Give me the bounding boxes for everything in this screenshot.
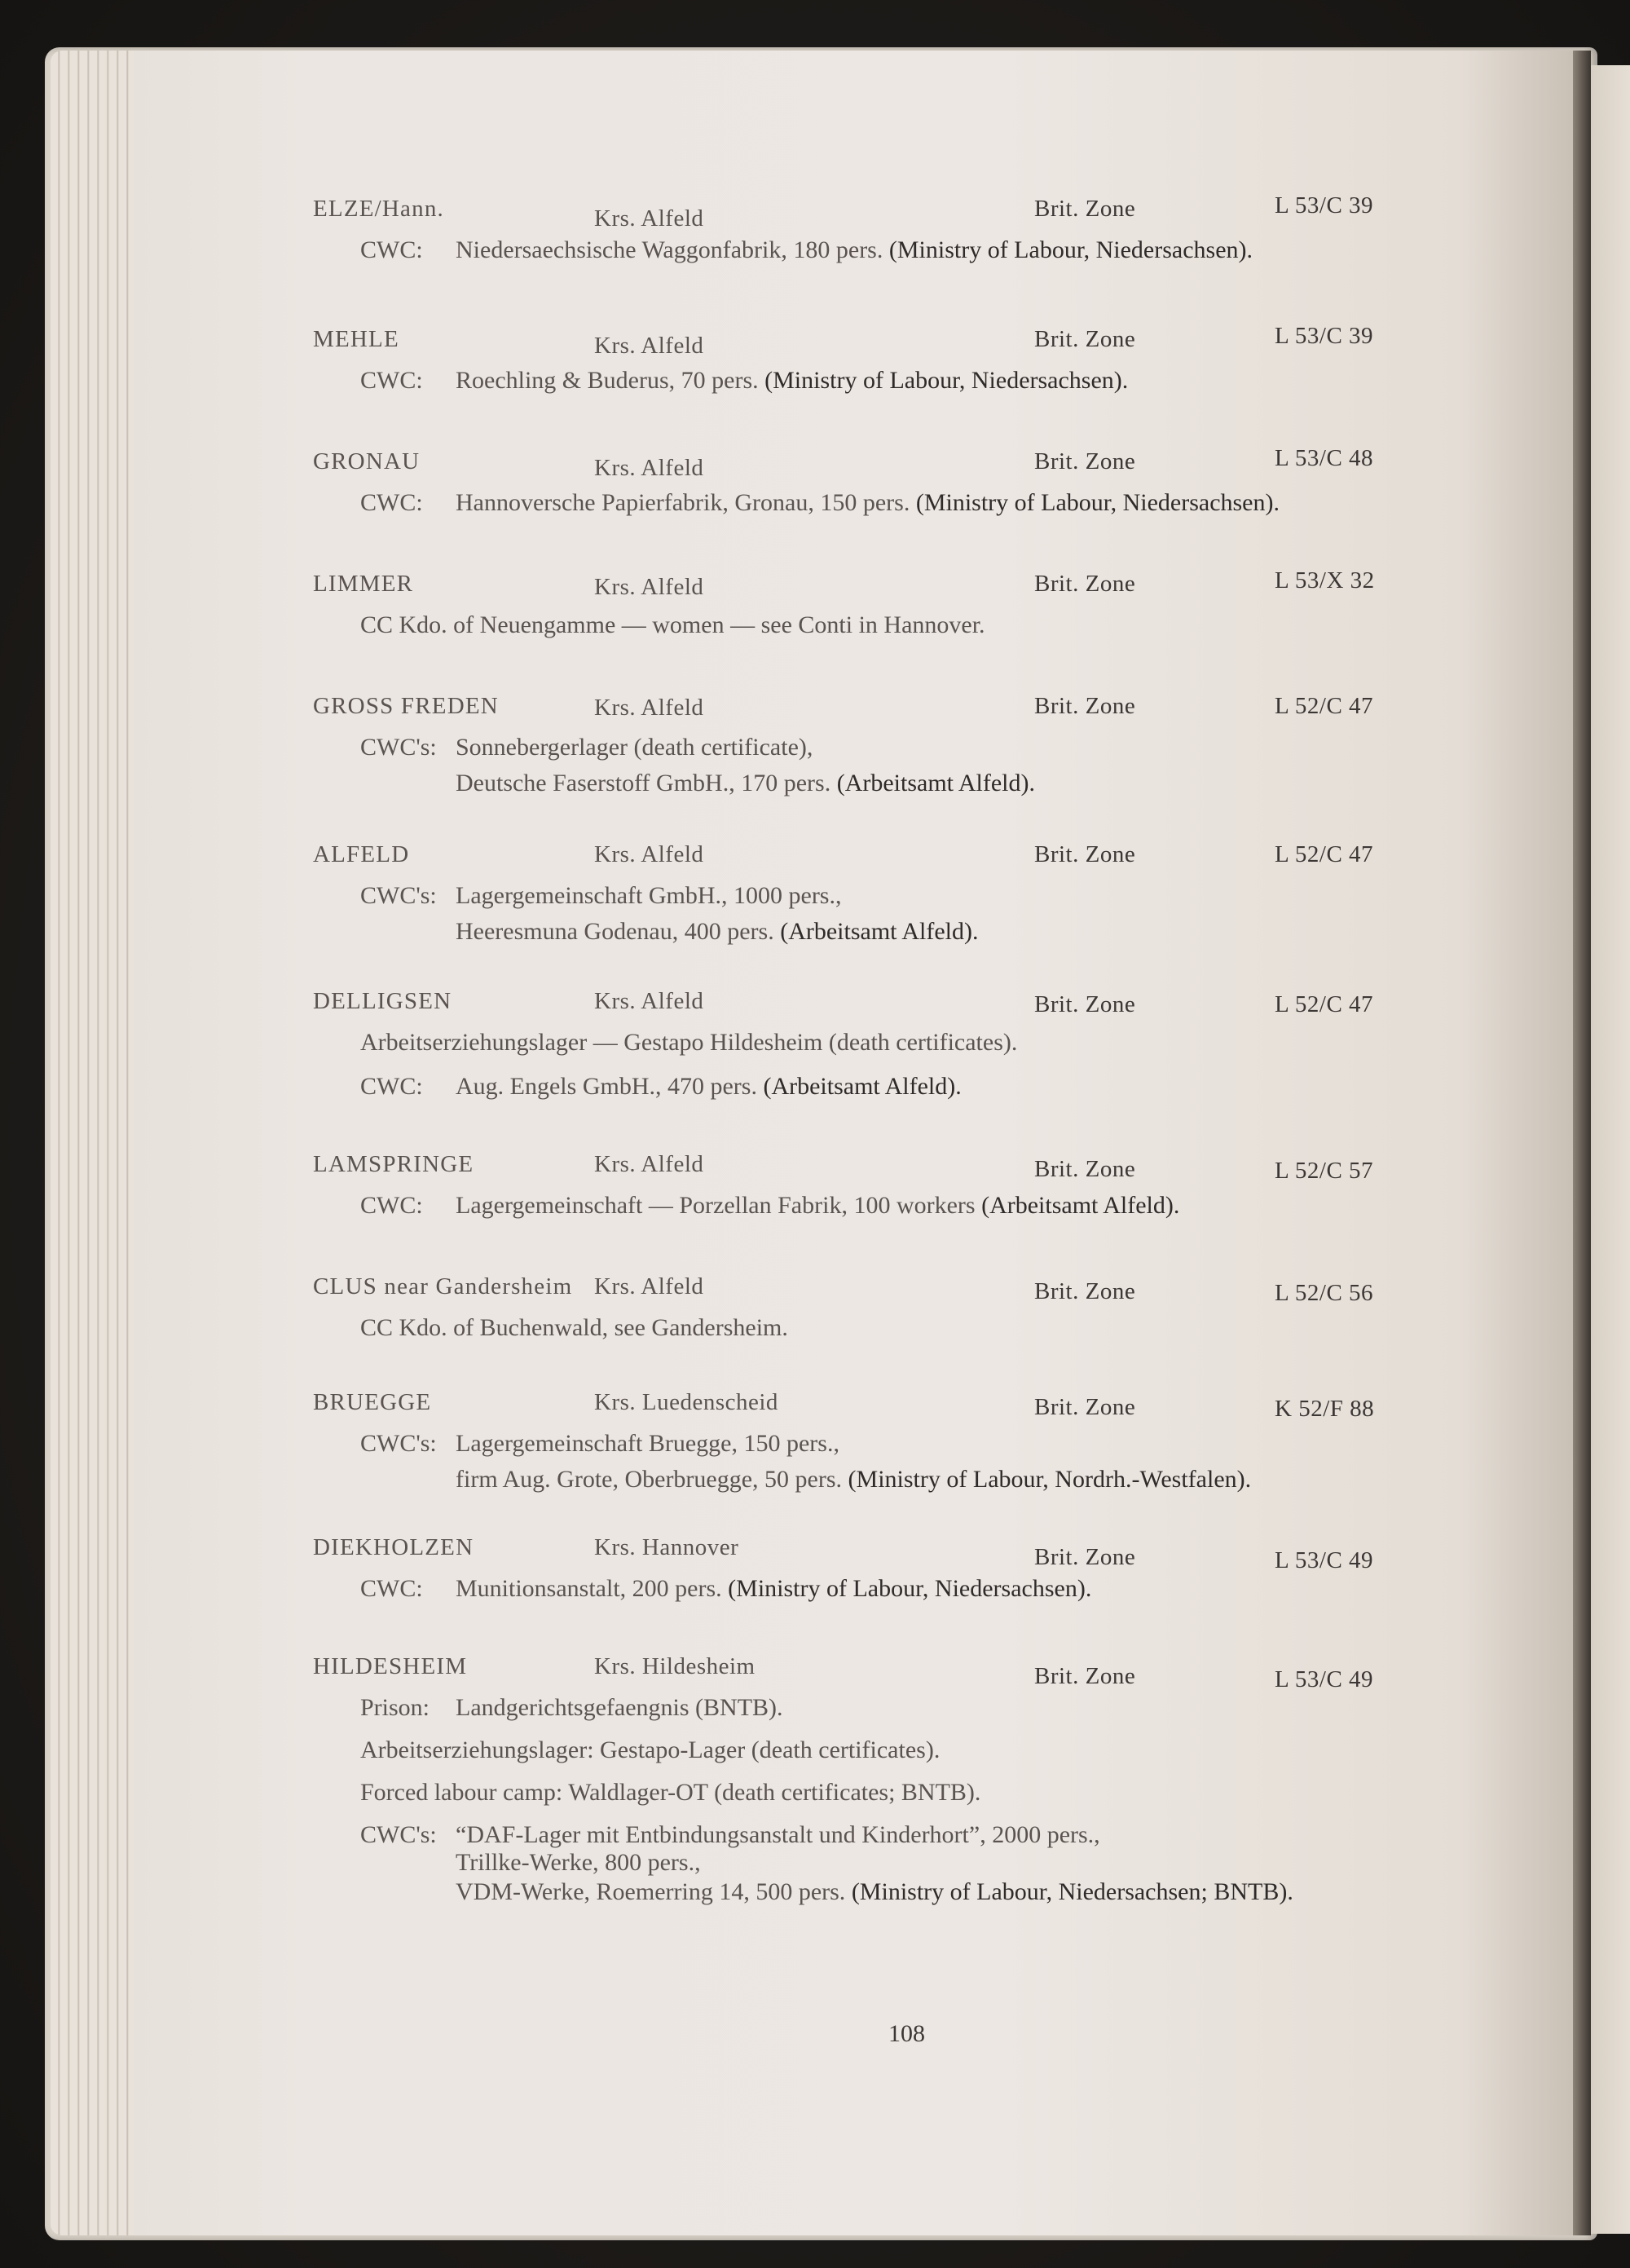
- line-text: Arbeitserziehungslager: Gestapo-Lager (death certificates).: [360, 1736, 941, 1763]
- entry-line: [313, 1430, 1413, 1466]
- line-text-main: Lagergemeinschaft — Porzellan Fabrik, 100 workers: [456, 1192, 976, 1219]
- entry-delligsen: [313, 988, 1413, 1109]
- line-text: [456, 770, 1035, 797]
- entry-elze: [313, 192, 1413, 272]
- line-text: [456, 1073, 962, 1101]
- zone: Brit. Zone: [1034, 1544, 1136, 1570]
- line-text-main: Lagergemeinschaft GmbH., 1000 pers.,: [456, 882, 842, 909]
- entry-header: [313, 841, 1413, 882]
- map-coordinate: L 52/C 56: [1275, 1280, 1374, 1306]
- district: Krs. Alfeld: [594, 1273, 704, 1299]
- line-text-main: Heeresmuna Godenau, 400 pers.: [456, 918, 774, 945]
- zone: Brit. Zone: [1034, 693, 1136, 719]
- entry-alfeld: [313, 841, 1413, 954]
- entry-line: [313, 734, 1413, 770]
- entry-line: [313, 236, 1413, 272]
- district: Krs. Alfeld: [594, 1151, 704, 1177]
- map-coordinate: L 53/C 39: [1275, 323, 1374, 349]
- zone: Brit. Zone: [1034, 1394, 1136, 1420]
- line-label: CWC's:: [360, 1821, 437, 1848]
- entry-header: [313, 567, 1413, 611]
- line-text-main: Sonnebergerlager (death certificate),: [456, 734, 813, 761]
- line-text-main: firm Aug. Grote, Oberbruegge, 50 pers.: [456, 1466, 843, 1493]
- place-name: ELZE/Hann.: [313, 196, 444, 222]
- map-coordinate: L 52/C 47: [1275, 841, 1374, 867]
- line-text: [456, 236, 1253, 264]
- line-text: [456, 882, 841, 910]
- line-label: CWC:: [360, 1192, 423, 1219]
- entry-line: [313, 1821, 1413, 1849]
- map-coordinate: L 53/C 49: [1275, 1547, 1374, 1573]
- line-label: CWC:: [360, 489, 423, 516]
- place-name: LAMSPRINGE: [313, 1151, 474, 1177]
- district: Krs. Hannover: [594, 1534, 739, 1560]
- line-text: [456, 918, 978, 946]
- line-text: [456, 1192, 1179, 1220]
- line-text-source: (Arbeitsamt Alfeld).: [773, 918, 979, 945]
- line-text-main: Landgerichtsgefaengnis (BNTB).: [456, 1694, 783, 1721]
- line-label: CWC:: [360, 367, 423, 394]
- line-text-source: (Ministry of Labour, Niedersachsen).: [883, 236, 1253, 263]
- entry-mehle: [313, 323, 1413, 403]
- line-label: CWC's:: [360, 882, 437, 909]
- line-label: CWC:: [360, 236, 423, 263]
- line-text-main: VDM-Werke, Roemerring 14, 500 pers.: [456, 1878, 846, 1905]
- line-text-source: (Arbeitsamt Alfeld).: [975, 1192, 1180, 1219]
- entry-limmer: [313, 567, 1413, 647]
- entry-line: [313, 1192, 1413, 1228]
- map-coordinate: K 52/F 88: [1275, 1396, 1375, 1422]
- district: Krs. Alfeld: [594, 695, 704, 721]
- line-text-main: Munitionsanstalt, 200 pers.: [456, 1575, 722, 1602]
- place-name: BRUEGGE: [313, 1389, 432, 1415]
- zone: Brit. Zone: [1034, 448, 1136, 474]
- entry-header: [313, 1151, 1413, 1192]
- entry-line: [313, 1849, 1413, 1878]
- entry-line: [313, 882, 1413, 918]
- line-text: [456, 1466, 1251, 1494]
- line-text-main: Roechling & Buderus, 70 pers.: [456, 367, 759, 394]
- entry-header: [313, 445, 1413, 489]
- line-text-main: Trillke-Werke, 800 pers.,: [456, 1849, 701, 1876]
- line-text: [456, 1821, 1100, 1849]
- district: Krs. Alfeld: [594, 841, 704, 867]
- zone: Brit. Zone: [1034, 1156, 1136, 1182]
- entry-header: [313, 1534, 1413, 1575]
- line-text: [456, 1430, 839, 1458]
- place-name: ALFELD: [313, 841, 410, 867]
- entry-diekholzen: [313, 1534, 1413, 1611]
- line-label: Prison:: [360, 1694, 430, 1721]
- entry-gross-freden: [313, 693, 1413, 805]
- line-text-source: (Arbeitsamt Alfeld).: [830, 770, 1035, 796]
- entry-header: [313, 693, 1413, 734]
- line-label: CWC's:: [360, 734, 437, 761]
- entry-bruegge: [313, 1389, 1413, 1502]
- line-text: [456, 1878, 1293, 1906]
- entry-lamspringe: [313, 1151, 1413, 1228]
- page-number: 108: [888, 2020, 925, 2047]
- entry-line: [313, 1878, 1413, 1914]
- zone: Brit. Zone: [1034, 1663, 1136, 1689]
- line-text: Arbeitserziehungslager — Gestapo Hildesheim (death certificates).: [360, 1029, 1018, 1056]
- line-text: Forced labour camp: Waldlager-OT (death certificates; BNTB).: [360, 1779, 981, 1806]
- line-text-source: (Arbeitsamt Alfeld).: [756, 1073, 962, 1100]
- entry-line: [313, 489, 1413, 525]
- line-text-main: “DAF-Lager mit Entbindungsanstalt und Kinderhort”, 2000 pers.,: [456, 1821, 1100, 1848]
- map-coordinate: L 53/X 32: [1275, 567, 1375, 593]
- entry-header: [313, 1389, 1413, 1430]
- line-text-source: (Ministry of Labour, Nordrh.-Westfalen).: [842, 1466, 1252, 1493]
- entry-header: [313, 192, 1413, 236]
- place-name: HILDESHEIM: [313, 1653, 468, 1679]
- line-text-main: Deutsche Faserstoff GmbH., 170 pers.: [456, 770, 831, 796]
- line-text-main: Aug. Engels GmbH., 470 pers.: [456, 1073, 757, 1100]
- map-coordinate: L 53/C 48: [1275, 445, 1374, 471]
- zone: Brit. Zone: [1034, 1278, 1136, 1304]
- zone: Brit. Zone: [1034, 991, 1136, 1017]
- zone: Brit. Zone: [1034, 571, 1136, 597]
- map-coordinate: L 53/C 49: [1275, 1666, 1374, 1692]
- line-label: CWC's:: [360, 1430, 437, 1457]
- entry-line: [313, 918, 1413, 954]
- line-text-source: (Ministry of Labour, Niedersachsen; BNTB).: [845, 1878, 1293, 1905]
- entry-clus: [313, 1273, 1413, 1350]
- line-text-source: (Ministry of Labour, Niedersachsen).: [910, 489, 1280, 516]
- entry-header: [313, 988, 1413, 1029]
- line-text: CC Kdo. of Buchenwald, see Gandersheim.: [360, 1314, 788, 1341]
- line-text: [456, 489, 1280, 517]
- entry-hildesheim: [313, 1653, 1413, 1914]
- line-text: [456, 734, 813, 761]
- entry-line: [313, 1466, 1413, 1502]
- line-label: CWC:: [360, 1575, 423, 1602]
- entry-line: [313, 1736, 1413, 1779]
- district: Krs. Alfeld: [594, 205, 704, 232]
- entry-line: [313, 1779, 1413, 1821]
- line-text-main: Lagergemeinschaft Bruegge, 150 pers.,: [456, 1430, 839, 1457]
- line-text: [456, 1694, 783, 1722]
- place-name: MEHLE: [313, 326, 399, 352]
- zone: Brit. Zone: [1034, 196, 1136, 222]
- entry-header: [313, 323, 1413, 367]
- entry-line: [313, 367, 1413, 403]
- entry-gronau: [313, 445, 1413, 525]
- place-name: CLUS near Gandersheim: [313, 1273, 573, 1299]
- entry-line: [313, 1029, 1413, 1073]
- entry-line: [313, 611, 1413, 647]
- place-name: DELLIGSEN: [313, 988, 452, 1014]
- line-text: [456, 367, 1128, 395]
- zone: Brit. Zone: [1034, 841, 1136, 867]
- zone: Brit. Zone: [1034, 326, 1136, 352]
- entry-header: [313, 1273, 1413, 1314]
- line-text-source: (Ministry of Labour, Niedersachsen).: [721, 1575, 1092, 1602]
- map-coordinate: L 52/C 47: [1275, 693, 1374, 719]
- place-name: GRONAU: [313, 448, 421, 474]
- map-coordinate: L 53/C 39: [1275, 192, 1374, 218]
- district: Krs. Alfeld: [594, 574, 704, 600]
- district: Krs. Alfeld: [594, 333, 704, 359]
- entry-header: [313, 1653, 1413, 1694]
- line-label: CWC:: [360, 1073, 423, 1100]
- entry-line: [313, 1575, 1413, 1611]
- line-text: [456, 1849, 701, 1877]
- place-name: DIEKHOLZEN: [313, 1534, 474, 1560]
- district: Krs. Hildesheim: [594, 1653, 756, 1679]
- entry-line: [313, 1694, 1413, 1736]
- entry-line: [313, 1073, 1413, 1109]
- line-text-main: Hannoversche Papierfabrik, Gronau, 150 pers.: [456, 489, 910, 516]
- entry-line: [313, 1314, 1413, 1350]
- place-name: LIMMER: [313, 571, 414, 597]
- district: Krs. Alfeld: [594, 988, 704, 1014]
- line-text: CC Kdo. of Neuengamme — women — see Conti in Hannover.: [360, 611, 985, 638]
- place-name: GROSS FREDEN: [313, 693, 499, 719]
- district: Krs. Alfeld: [594, 455, 704, 481]
- line-text-source: (Ministry of Labour, Niedersachsen).: [758, 367, 1129, 394]
- map-coordinate: L 52/C 47: [1275, 991, 1374, 1017]
- map-coordinate: L 52/C 57: [1275, 1158, 1374, 1184]
- line-text-main: Niedersaechsische Waggonfabrik, 180 pers.: [456, 236, 883, 263]
- district: Krs. Luedenscheid: [594, 1389, 778, 1415]
- line-text: [456, 1575, 1091, 1603]
- entry-line: [313, 770, 1413, 805]
